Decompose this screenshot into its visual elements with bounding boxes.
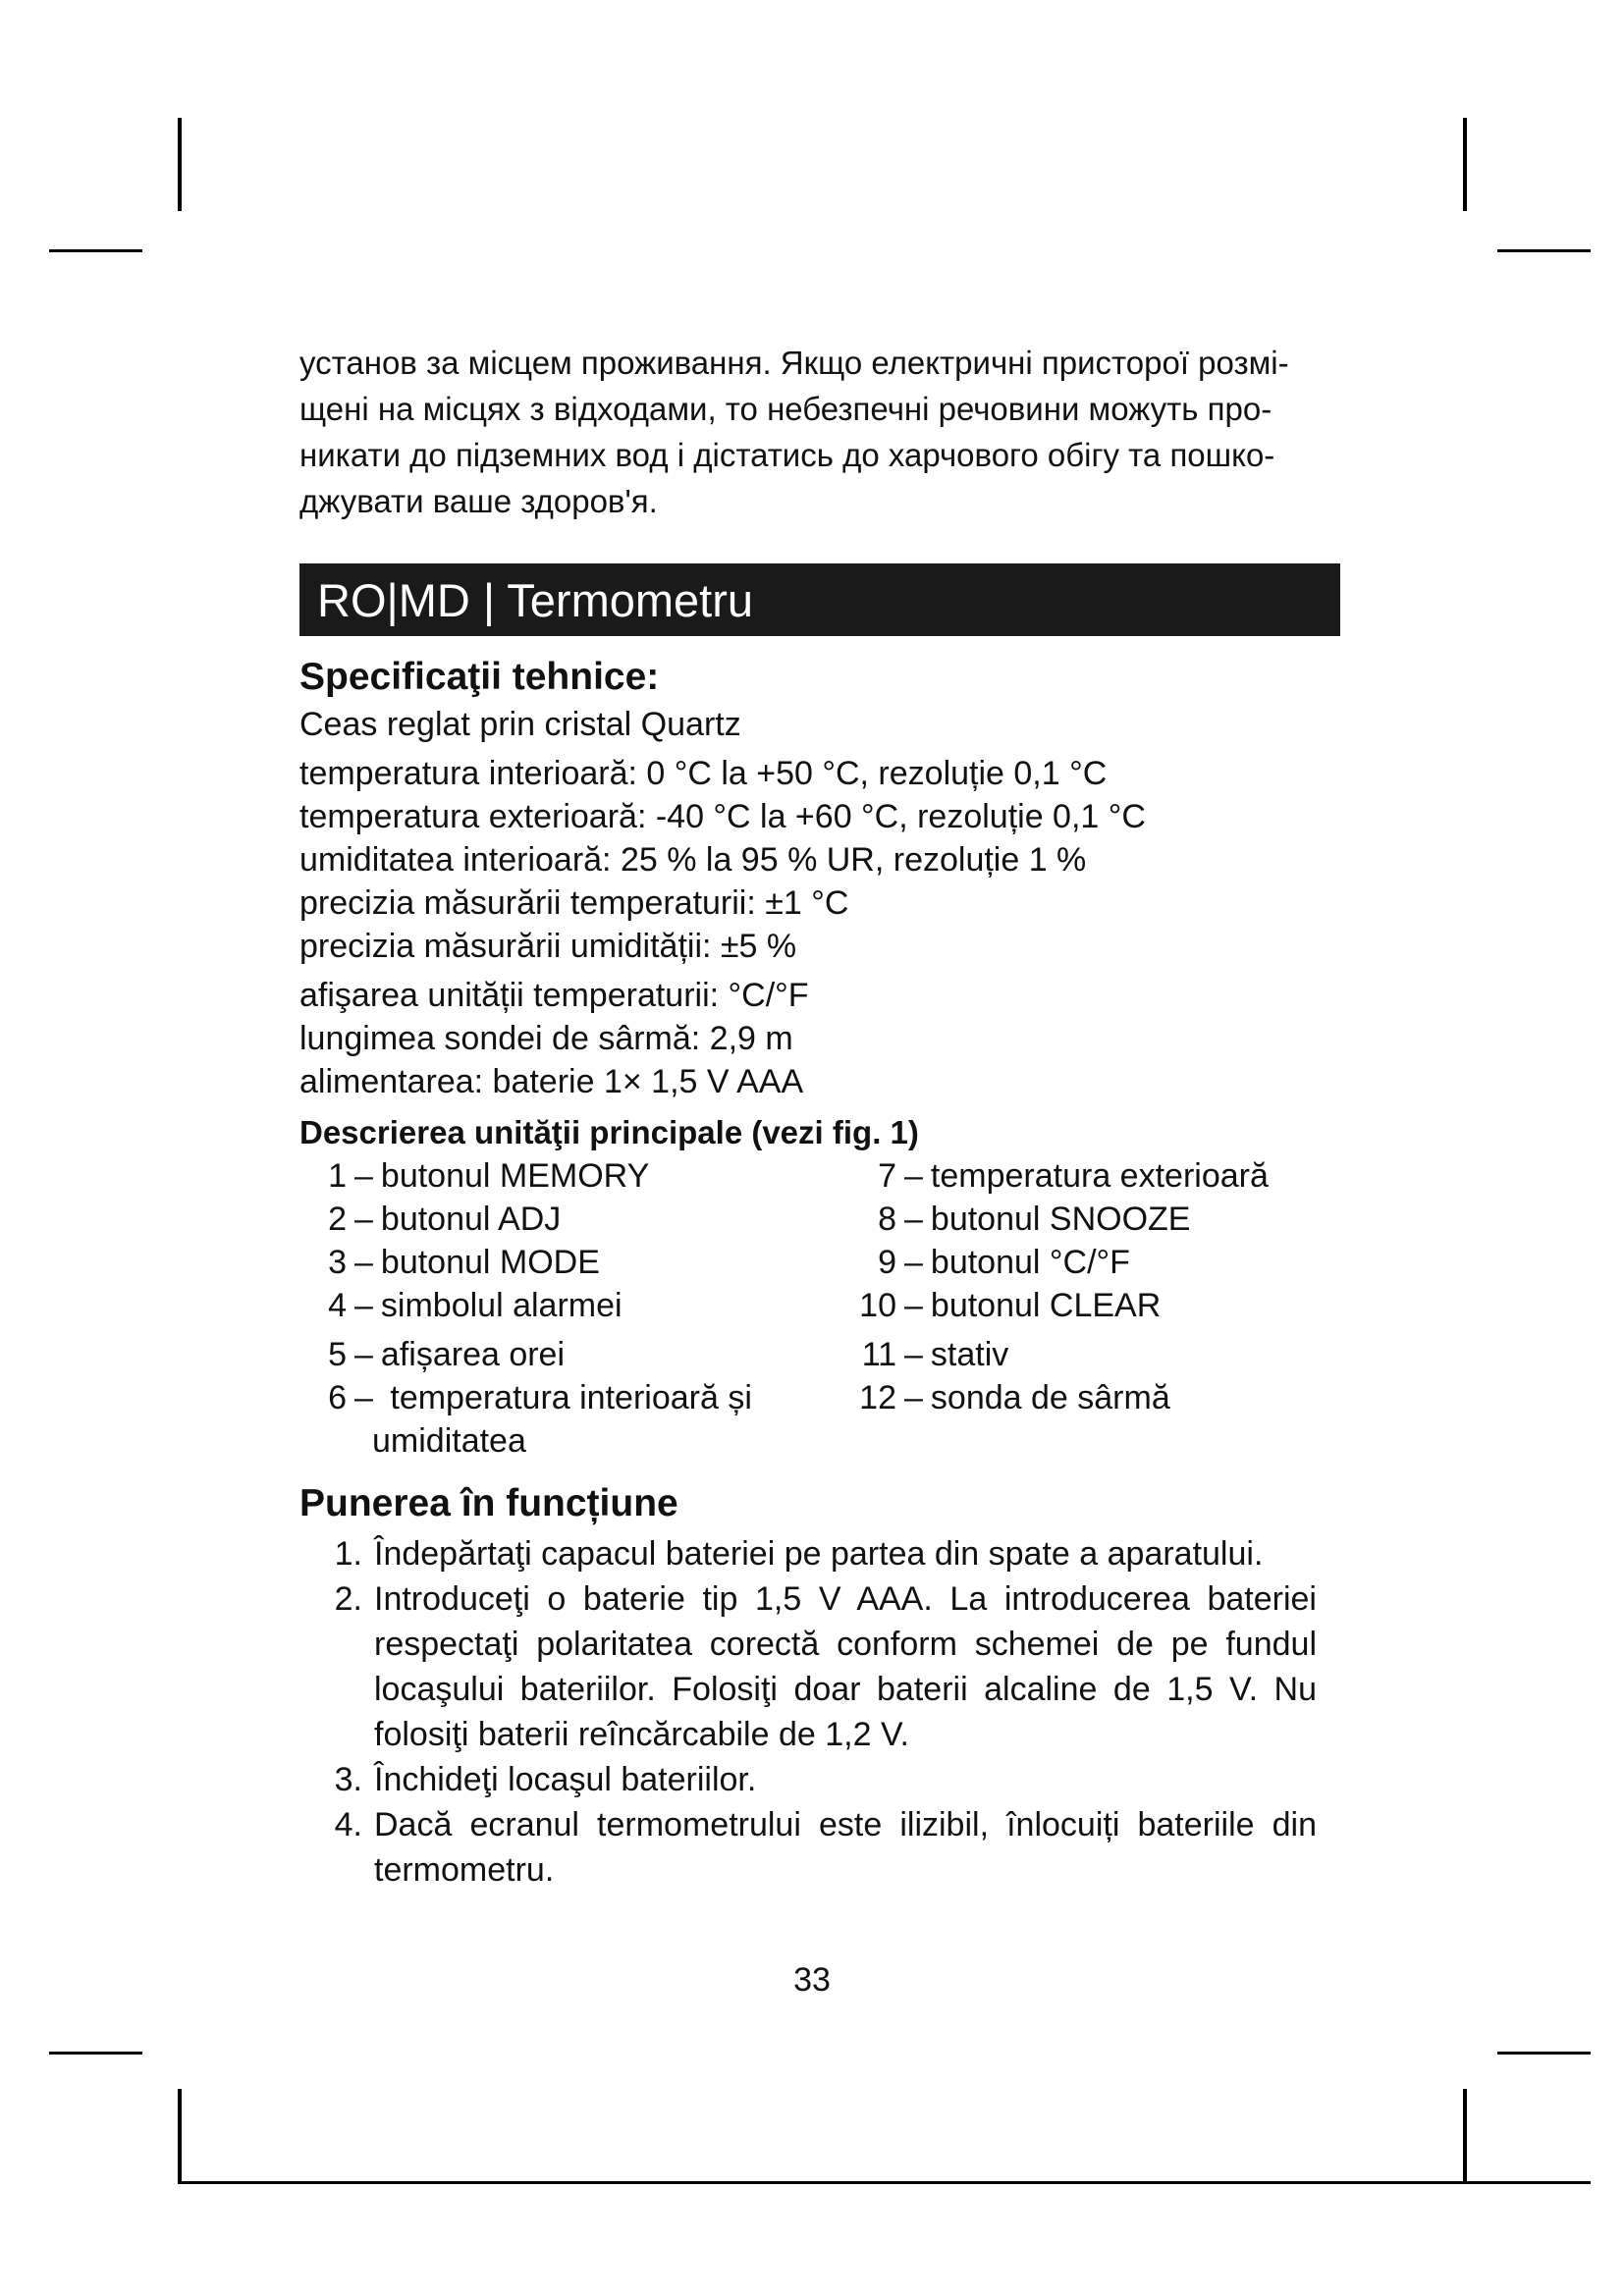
item-text: stativ xyxy=(930,1336,1009,1373)
spec-line: alimentarea: baterie 1× 1,5 V AAA xyxy=(299,1063,804,1100)
item-number: 11 xyxy=(861,1336,896,1373)
setup-steps-list xyxy=(299,1531,1340,1893)
description-item-continuation: umiditatea xyxy=(372,1422,526,1460)
description-item xyxy=(849,1284,1340,1327)
crop-mark-top-right-horizontal xyxy=(1497,249,1591,252)
spec-line: temperatura interioară: 0 °C la +50 °C, rezoluție 0,1 °C xyxy=(299,755,1108,792)
description-left-column xyxy=(299,1154,849,1463)
item-text: butonul SNOOZE xyxy=(930,1201,1191,1238)
item-text: butonul MODE xyxy=(380,1244,600,1281)
setup-step xyxy=(299,1802,1340,1893)
intro-line: щені на місцях з відходами, то небезпечні речовини можуть про- xyxy=(299,391,1272,427)
item-number: 2 xyxy=(328,1201,347,1238)
item-number: 5 xyxy=(328,1336,347,1373)
item-text: afișarea orei xyxy=(380,1336,566,1373)
description-item xyxy=(299,1333,849,1376)
item-number: 4 xyxy=(328,1287,347,1324)
description-item xyxy=(299,1376,849,1419)
setup-step xyxy=(299,1576,1340,1757)
step-number: 3. xyxy=(334,1761,362,1798)
item-text: sonda de sârmă xyxy=(930,1379,1170,1416)
description-item xyxy=(849,1198,1340,1241)
crop-mark-bottom-left-vertical xyxy=(178,2089,182,2182)
step-text: Introduceţi o baterie tip 1,5 V AAA. La introducerea bateriei respectaţi polaritatea corectă conform schemei de pe fundul locaşului bateriilor. Folosiţi doar baterii alcaline de 1,5 V. Nu folosiţi baterii reîncărcabile de 1,2 V. xyxy=(374,1580,1317,1753)
spec-line: precizia măsurării temperaturii: ±1 °C xyxy=(299,884,849,922)
description-right-column xyxy=(849,1154,1340,1463)
item-number: 7 xyxy=(878,1157,896,1195)
setup-step xyxy=(299,1757,1340,1802)
item-number: 12 xyxy=(859,1379,896,1416)
dash-separator: – xyxy=(354,1244,373,1281)
spec-line: temperatura exterioară: -40 °C la +60 °C, rezoluție 0,1 °C xyxy=(299,798,1146,835)
step-text: Închideţi locaşul bateriilor. xyxy=(374,1761,757,1798)
setup-heading: Punerea în funcțiune xyxy=(299,1482,678,1524)
crop-mark-top-left-vertical xyxy=(178,118,182,211)
step-number: 2. xyxy=(334,1580,362,1618)
setup-step xyxy=(299,1531,1340,1576)
description-item xyxy=(849,1376,1340,1419)
intro-paragraph xyxy=(299,340,1340,524)
description-item xyxy=(299,1198,849,1241)
description-item xyxy=(299,1154,849,1198)
crop-mark-top-right-vertical xyxy=(1463,118,1467,211)
crop-mark-top-left-horizontal xyxy=(49,249,142,252)
item-number: 10 xyxy=(859,1287,896,1324)
item-text: temperatura interioară și xyxy=(380,1379,752,1416)
crop-mark-bottom-right-vertical xyxy=(1463,2089,1467,2182)
item-text: temperatura exterioară xyxy=(930,1157,1269,1195)
dash-separator: – xyxy=(904,1201,923,1238)
intro-line: установ за місцем проживання. Якщо електричні присторої розмі- xyxy=(299,345,1289,381)
item-text: butonul °C/°F xyxy=(930,1244,1130,1281)
step-text: Îndepărtaţi capacul bateriei pe partea din spate a aparatului. xyxy=(374,1535,1264,1573)
description-item xyxy=(849,1154,1340,1198)
dash-separator: – xyxy=(354,1336,373,1373)
dash-separator: – xyxy=(904,1379,923,1416)
item-text: butonul ADJ xyxy=(380,1201,562,1238)
step-number: 4. xyxy=(334,1806,362,1843)
section-title: RO|MD | Termometru xyxy=(317,573,753,626)
description-item xyxy=(299,1241,849,1284)
dash-separator: – xyxy=(904,1244,923,1281)
spec-line: umiditatea interioară: 25 % la 95 % UR, rezoluție 1 % xyxy=(299,841,1087,879)
item-text: butonul CLEAR xyxy=(930,1287,1162,1324)
specs-heading: Specificaţii tehnice: xyxy=(299,656,660,698)
spec-line: lungimea sondei de sârmă: 2,9 m xyxy=(299,1020,793,1057)
item-text: butonul MEMORY xyxy=(380,1157,650,1195)
dash-separator: – xyxy=(354,1379,373,1416)
description-table xyxy=(299,1154,1340,1463)
item-number: 8 xyxy=(878,1201,896,1238)
dash-separator: – xyxy=(904,1287,923,1324)
step-number: 1. xyxy=(334,1535,362,1573)
description-item xyxy=(849,1333,1340,1376)
spec-line: afişarea unității temperaturii: °C/°F xyxy=(299,977,809,1014)
item-number: 1 xyxy=(328,1157,347,1195)
intro-line: никати до підземних вод і дістатись до харчового обігу та пошко- xyxy=(299,437,1275,473)
dash-separator: – xyxy=(354,1157,373,1195)
item-number: 3 xyxy=(328,1244,347,1281)
spec-line: precizia măsurării umidității: ±5 % xyxy=(299,928,797,965)
dash-separator: – xyxy=(354,1287,373,1324)
dash-separator: – xyxy=(904,1336,923,1373)
description-heading: Descrierea unităţii principale (vezi fig. 1) xyxy=(299,1114,919,1150)
page-number: 33 xyxy=(793,1961,831,1999)
spec-line: Ceas reglat prin cristal Quartz xyxy=(299,706,741,743)
page-content xyxy=(299,340,1340,1893)
step-text: Dacă ecranul termometrului este ilizibil, înlocuiți bateriile din termometru. xyxy=(374,1806,1317,1889)
specs-list xyxy=(299,703,1340,1103)
dash-separator: – xyxy=(354,1201,373,1238)
item-number: 9 xyxy=(878,1244,896,1281)
section-title-banner xyxy=(299,563,1340,636)
dash-separator: – xyxy=(904,1157,923,1195)
description-item xyxy=(849,1241,1340,1284)
crop-mark-bottom-right-horizontal xyxy=(1497,2052,1591,2055)
intro-line: джувати ваше здоров'я. xyxy=(299,483,658,519)
bottom-rule xyxy=(178,2181,1591,2184)
item-text: simbolul alarmei xyxy=(380,1287,623,1324)
crop-mark-bottom-left-horizontal xyxy=(49,2052,142,2055)
description-item xyxy=(299,1284,849,1327)
item-number: 6 xyxy=(328,1379,347,1416)
